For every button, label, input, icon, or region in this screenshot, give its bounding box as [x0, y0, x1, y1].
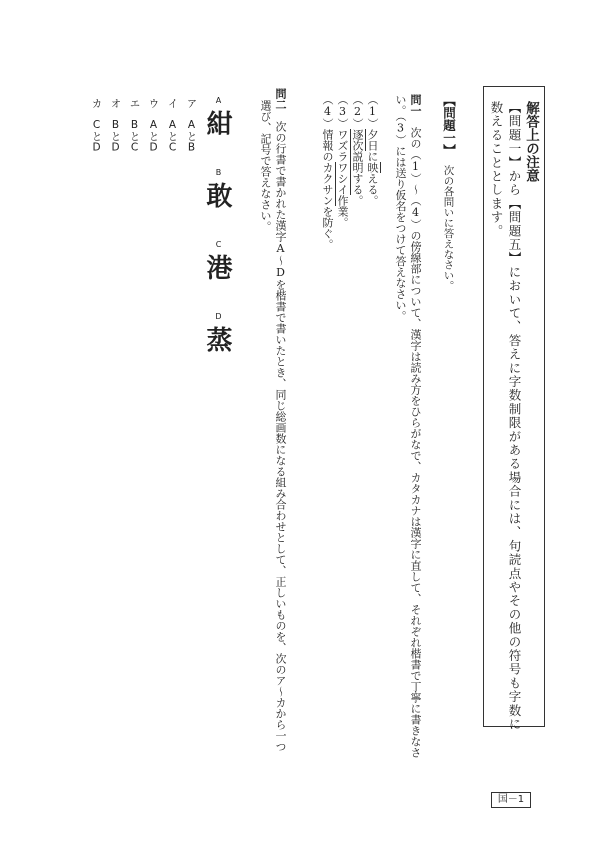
choice-ka [91, 98, 102, 154]
choice-o [110, 98, 121, 154]
question1-item [337, 94, 348, 228]
item-target: ワズラワシイ [336, 129, 349, 195]
kanji-label: D [214, 312, 223, 321]
choice-pair: CとD [90, 119, 103, 154]
question2-text: 次の行書で書かれた漢字A～Dを楷書で書いたとき、同じ総画数になる組み合わせとして、正しいものを、次のア～カから一つ [274, 121, 287, 752]
question1-item [352, 94, 363, 206]
choice-kana: エ [128, 98, 141, 109]
choice-pair: AとD [147, 119, 160, 154]
section-instruction: 次の各問いに答えなさい。 [442, 164, 455, 291]
kanji-char: 蒸 [202, 326, 232, 352]
question1-prompt-line2: い。（3）には送り仮名をつけて答えなさい。 [394, 94, 407, 322]
notice-title: 解答上の注意 [523, 101, 539, 182]
choice-kana: ア [185, 98, 198, 109]
question1-item [367, 94, 378, 206]
notice-text-line1: 【問題一】から【問題五】において、答えに字数制限がある場合には、句読点やその他の符号も字数に [507, 101, 522, 732]
choice-u [148, 98, 159, 154]
item-number: （4） [321, 94, 334, 129]
choice-pair: BとC [128, 119, 141, 154]
notice-text-line2: 数えることとします。 [489, 101, 504, 238]
item-pre: 夕日に [366, 129, 379, 162]
item-number: （2） [351, 94, 364, 129]
choice-pair: AとC [166, 119, 179, 154]
item-pre: 情報の [321, 129, 334, 162]
choice-kana: カ [90, 98, 103, 109]
kanji-char: 港 [202, 254, 232, 280]
kanji-char: 紺 [202, 110, 232, 136]
kanji-label: B [214, 168, 223, 177]
choice-kana: イ [166, 98, 179, 109]
question1-item [322, 94, 333, 250]
item-target: 映 [366, 162, 379, 173]
notice-box [483, 86, 545, 732]
page-number: 国－1 [491, 792, 531, 808]
choice-kana: ウ [147, 98, 160, 109]
kanji-label: C [214, 240, 223, 249]
choice-kana: オ [109, 98, 122, 109]
item-post: を防ぐ。 [321, 206, 334, 250]
item-number: （3） [336, 94, 349, 129]
section-heading [442, 94, 455, 291]
question1-prompt-line1 [410, 94, 421, 758]
item-number: （1） [366, 94, 379, 129]
item-target: 逐次 [351, 129, 364, 151]
question2-prompt-line1 [275, 88, 286, 752]
question1-label: 問一 [409, 94, 422, 116]
choice-e [129, 98, 140, 154]
question2-prompt-line2: 選び、記号で答えなさい。 [259, 100, 272, 232]
item-post: える。 [366, 173, 379, 206]
choice-a [186, 98, 197, 154]
item-post: 作業。 [336, 195, 349, 228]
kanji-label: A [214, 96, 223, 105]
question1-text: 次の（1）～（4）の傍線部について、漢字は読み方をひらがなで、カタカナは漢字に直して、それぞれ楷書で丁寧に書きなさ [409, 127, 422, 758]
item-post: 説明する。 [351, 151, 364, 206]
choice-i [167, 98, 178, 154]
question2-label: 問二 [274, 88, 287, 110]
kanji-char: 敢 [202, 182, 232, 208]
choice-pair: BとD [109, 119, 122, 154]
item-target: カクサン [321, 162, 334, 206]
choice-pair: AとB [185, 119, 198, 154]
section-title: 【問題一】 [441, 94, 457, 157]
